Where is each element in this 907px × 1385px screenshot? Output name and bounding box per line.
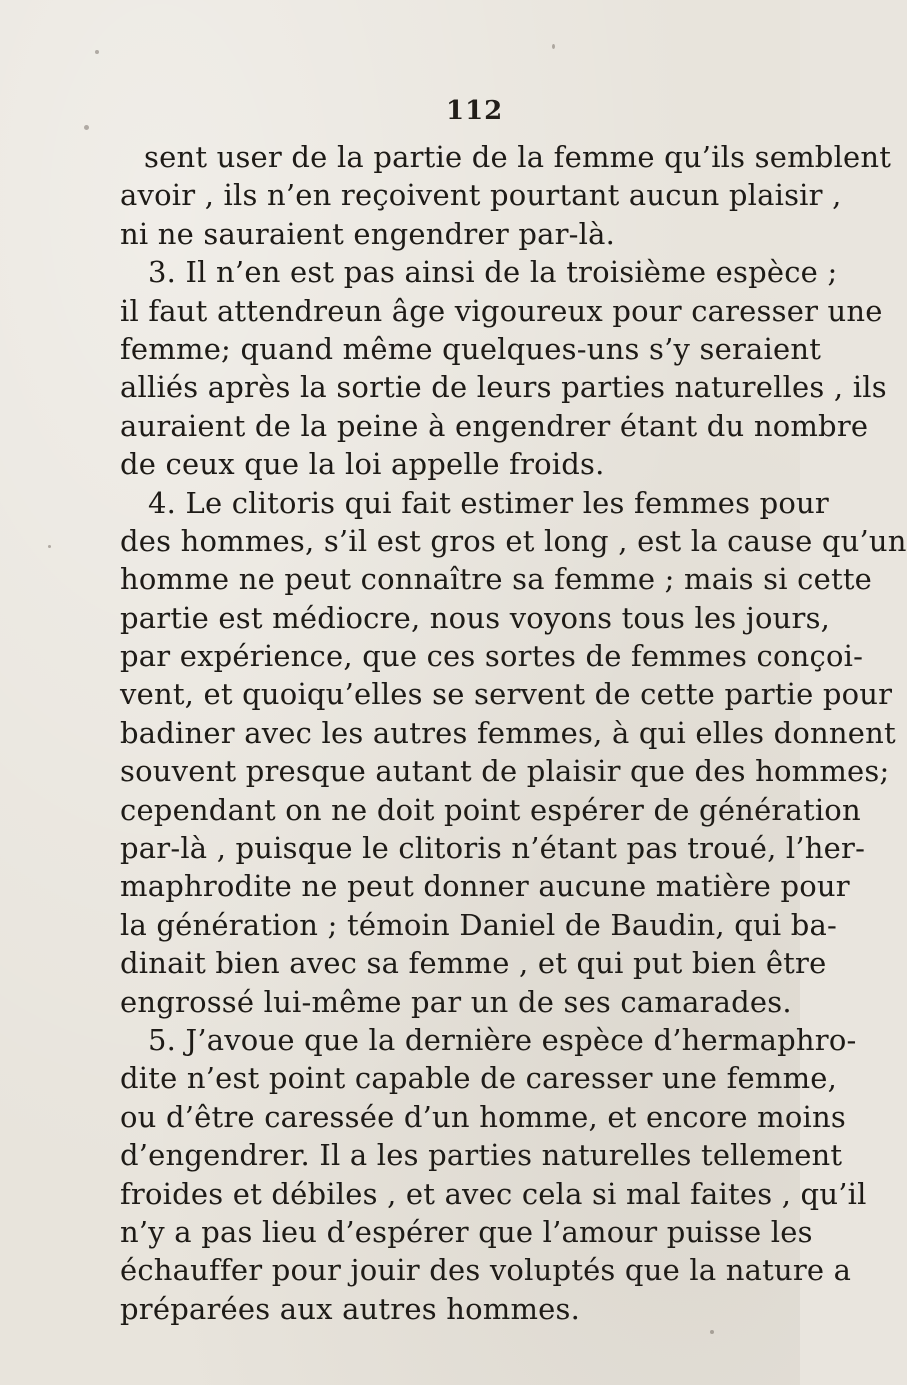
paper-speck: [552, 44, 555, 49]
text-line: dite n’est point capable de caresser une femme,: [120, 1061, 838, 1096]
text-line: alliés après la sortie de leurs parties naturelles , ils: [120, 370, 887, 405]
paper-speck: [710, 1330, 714, 1334]
text-line: cependant on ne doit point espérer de génération: [120, 792, 861, 827]
text-line: la génération ; témoin Daniel de Baudin, qui ba-: [120, 907, 838, 942]
text-line: d’engendrer. Il a les parties naturelles tellement: [120, 1138, 843, 1173]
body-text: [120, 138, 907, 1328]
paper-speck: [95, 50, 99, 54]
text-line: 3. Il n’en est pas ainsi de la troisième espèce ;: [148, 255, 838, 290]
text-line: préparées aux autres hommes.: [120, 1291, 581, 1326]
text-line: engrossé lui-même par un de ses camarades.: [120, 984, 792, 1019]
text-line: badiner avec les autres femmes, à qui elles donnent: [120, 715, 896, 750]
text-line: vent, et quoiqu’elles se servent de cette partie pour: [120, 677, 893, 712]
text-line: de ceux que la loi appelle froids.: [120, 447, 605, 482]
text-line: n’y a pas lieu d’espérer que l’amour puisse les: [120, 1214, 813, 1249]
text-line: ni ne sauraient engendrer par-là.: [120, 216, 616, 251]
text-line: femme; quand même quelques-uns s’y seraient: [120, 331, 822, 366]
text-line: froides et débiles , et avec cela si mal faites , qu’il: [120, 1176, 867, 1211]
text-line: auraient de la peine à engendrer étant du nombre: [120, 408, 869, 443]
text-line: échauffer pour jouir des voluptés que la nature a: [120, 1253, 852, 1288]
text-line: 4. Le clitoris qui fait estimer les femmes pour: [148, 485, 829, 520]
text-line: des hommes, s’il est gros et long , est la cause qu’un: [120, 523, 907, 558]
text-line: partie est médiocre, nous voyons tous les jours,: [120, 600, 831, 635]
text-line: par-là , puisque le clitoris n’étant pas troué, l’her-: [120, 831, 866, 866]
text-line: sent user de la partie de la femme qu’ils semblent: [144, 140, 892, 174]
paper-speck: [48, 545, 51, 548]
paper-speck: [84, 125, 89, 130]
text-line: dinait bien avec sa femme , et qui put bien être: [120, 946, 827, 981]
text-line: souvent presque autant de plaisir que des hommes;: [120, 754, 890, 789]
text-line: 5. J’avoue que la dernière espèce d’hermaphro-: [148, 1022, 857, 1057]
text-line: maphrodite ne peut donner aucune matière pour: [120, 869, 850, 904]
text-line: ou d’être caressée d’un homme, et encore moins: [120, 1099, 846, 1134]
text-line: il faut attendreun âge vigoureux pour caresser une: [120, 293, 883, 328]
text-line: par expérience, que ces sortes de femmes conçoi-: [120, 639, 864, 674]
page-number: 112: [446, 96, 504, 126]
text-line: avoir , ils n’en reçoivent pourtant aucun plaisir ,: [120, 178, 842, 213]
text-line: homme ne peut connaître sa femme ; mais si cette: [120, 562, 873, 597]
